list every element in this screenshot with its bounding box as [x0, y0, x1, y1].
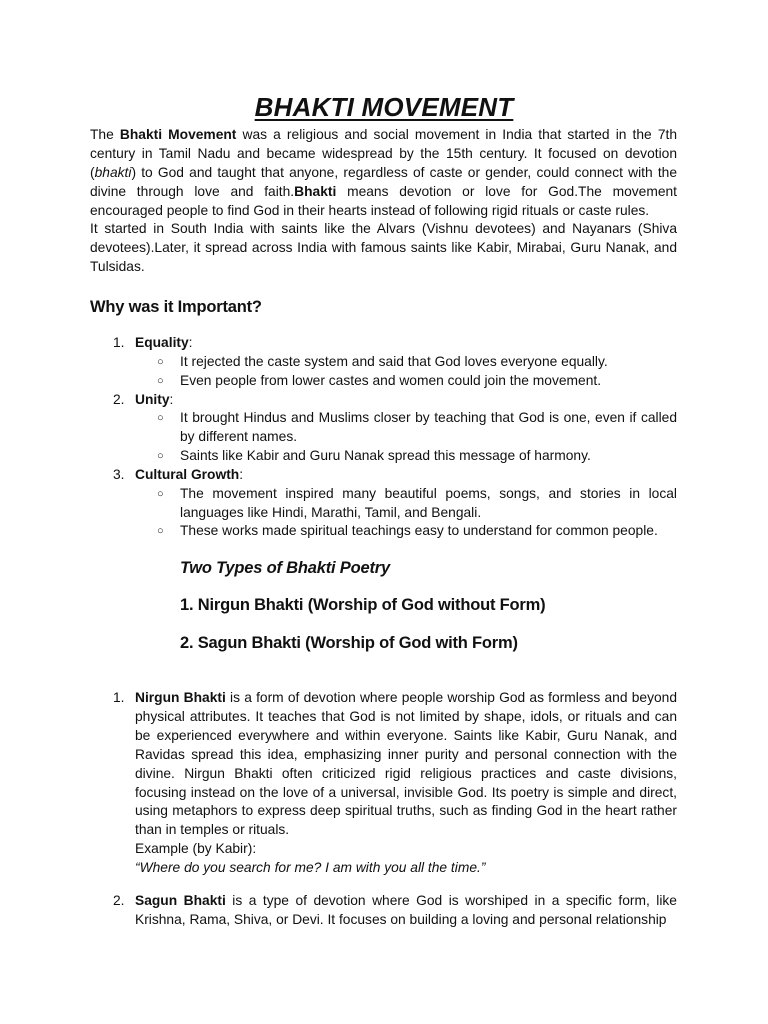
nirgun-paragraph [135, 689, 677, 878]
list-number: 2. [113, 392, 125, 407]
list-number: 2. [113, 893, 125, 908]
type2-heading: 2. Sagun Bhakti (Worship of God with Form) [180, 634, 518, 652]
intro-italic-term: bhakti [94, 164, 132, 180]
intro-text: ) to God and taught that anyone, regardless of caste or gender, could connect with the divine through love and faith. [90, 164, 677, 199]
intro-text: The [90, 127, 120, 142]
types-heading: Two Types of Bhakti Poetry [180, 559, 390, 577]
list-number: 3. [113, 467, 125, 482]
sagun-text: is a type of devotion where God is worshiped in a specific form, like Krishna, Rama, Shiva, or Devi. It focuses on building a loving and personal relationship [135, 893, 677, 927]
intro-bold-term: Bhakti Movement [119, 127, 237, 142]
list-item-title [135, 391, 173, 410]
intro-text: was a religious and social movement in India that started in the 7th century in Tamil Nadu and became widespread by the 15th century. It focused on devotion ( [90, 127, 678, 180]
document-title: BHAKTI MOVEMENT [254, 92, 514, 122]
sagun-term: Sagun Bhakti [135, 893, 226, 908]
why-heading: Why was it Important? [90, 298, 262, 316]
example-quote: “Where do you search for me? I am with you all the time.” [135, 860, 486, 876]
intro-paragraph [90, 126, 677, 221]
item-title-cultural-growth: Cultural Growth [135, 467, 240, 482]
bullet-icon: ○ [157, 488, 164, 500]
item-title-unity: Unity [135, 392, 170, 407]
bullet-text: The movement inspired many beautiful poems, songs, and stories in local languages like Hindi, Marathi, Tamil, and Bengali. [180, 486, 677, 520]
intro-paragraph-2: It started in South India with saints like the Alvars (Vishnu devotees) and Nayanars (Shiva devotees).Later, it spread across India with famous saints like Kabir, Mirabai, Guru Nanak, and Tulsidas. [90, 221, 677, 274]
list-item-title [135, 334, 193, 353]
bullet-text: These works made spiritual teachings easy to understand for common people. [180, 523, 658, 538]
bullet-icon: ○ [157, 525, 164, 537]
type1-heading: 1. Nirgun Bhakti (Worship of God without Form) [180, 596, 546, 614]
bullet-icon: ○ [157, 412, 164, 424]
item-title-equality: Equality [135, 335, 189, 350]
bullet-icon: ○ [157, 356, 164, 368]
list-item-title [135, 466, 243, 485]
sagun-paragraph [135, 892, 677, 930]
bullet-text: It brought Hindus and Muslims closer by teaching that God is one, even if called by different names. [180, 410, 677, 444]
list-number: 1. [113, 690, 125, 705]
colon: : [169, 392, 174, 407]
colon: : [239, 467, 244, 482]
bullet-text: Even people from lower castes and women could join the movement. [180, 373, 602, 388]
colon: : [188, 335, 193, 350]
example-label: Example (by Kabir): [135, 841, 257, 857]
bullet-icon: ○ [157, 375, 164, 387]
nirgun-text: is a form of devotion where people worship God as formless and beyond physical attributes. It teaches that God is not limited by shape, idols, or rituals and can be experienced everywhere and within everyone. Saints like Kabir, Guru Nanak, and Ravidas spread this idea, emphasizing inner purity and personal connection with the divine. Nirgun Bhakti often criticized rigid religious practices and caste divisions, focusing instead on the love of a universal, invisible God. Its poetry is simple and direct, using metaphors to express deep spiritual truths, such as finding God in the heart rather than in temples or rituals. [135, 690, 677, 838]
bullet-text: It rejected the caste system and said that God loves everyone equally. [180, 354, 608, 369]
bullet-icon: ○ [157, 450, 164, 462]
intro-text: means devotion or love for God.The movement encouraged people to find God in their hearts instead of following rigid rituals or caste rules. [90, 183, 677, 218]
bullet-text: Saints like Kabir and Guru Nanak spread this message of harmony. [180, 448, 591, 463]
list-number: 1. [113, 335, 125, 350]
nirgun-term: Nirgun Bhakti [135, 690, 226, 705]
intro-bold-term: Bhakti [294, 183, 337, 199]
